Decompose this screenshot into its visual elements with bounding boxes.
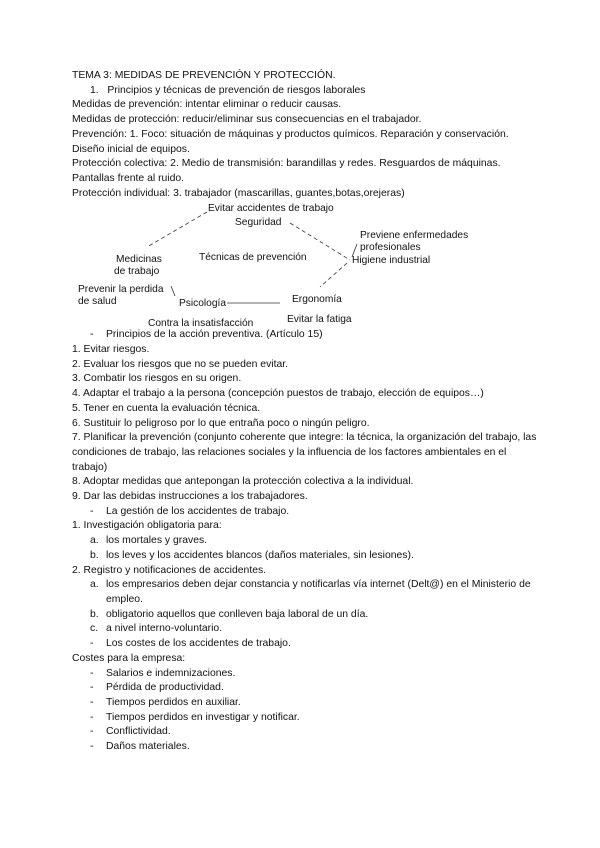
registry-item-b: b. obligatorio aquellos que conlleven baja laboral de un día. (90, 608, 369, 620)
accidents-heading: - La gestión de los accidentes de trabajo. (90, 505, 290, 517)
registry-item-a: a. los empresarios deben dejar constancia y notificarlas vía internet (Delt@) en el Ministerio de empleo. (90, 579, 531, 605)
principle-6: 6. Sustituir lo peligroso por lo que entraña poco o ningún peligro. (72, 417, 370, 429)
registry-item-c: c. a nivel interno-voluntario. (90, 623, 223, 635)
principle-3: 3. Combatir los riesgos en su origen. (72, 373, 242, 385)
definition-prevention: Prevención: 1. Foco: situación de máquinas y productos químicos. Reparación y conservación. Diseño inicial de equipos. (72, 128, 509, 155)
diagram-label-prevenir: Prevenir la perdida (78, 284, 164, 296)
investigation-item-a: a. los mortales y graves. (90, 535, 208, 547)
diagram-label-de-trabajo: de trabajo (114, 266, 160, 278)
definition-protection-measures: Medidas de protección: reducir/eliminar sus consecuencias en el trabajador. (72, 114, 422, 126)
prevention-techniques-diagram (72, 202, 542, 330)
principles-heading: - Principios de la acción preventiva. (Artículo 15) (90, 329, 323, 341)
diagram-label-psicologia: Psicología (179, 298, 227, 310)
diagram-label-profesionales: profesionales (360, 242, 421, 254)
definition-collective-protection: Protección colectiva: 2. Medio de transmisión: barandillas y redes. Resguardos de máquinas. Pantallas frente al ruido. (72, 158, 501, 184)
connector-left-psico (171, 286, 175, 296)
cost-item: - Daños materiales. (90, 741, 190, 753)
page-title: TEMA 3: MEDIDAS DE PREVENCIÓN Y PROTECCIÓN. (72, 70, 336, 81)
principle-7: 7. Planificar la prevención (conjunto coherente que integre: la técnica, la organización del trabajo, las condiciones de trabajo, las relaciones sociales y la influencia de los factores ambientales en el trabajo) (72, 432, 537, 473)
diagram-label-ergonomia: Ergonomía (292, 294, 342, 306)
connector-right-bottom (320, 263, 347, 287)
accident-costs-heading: - Los costes de los accidentes de trabajo. (90, 638, 291, 650)
diagram-label-evitar-accidentes: Evitar accidentes de trabajo (208, 203, 334, 215)
principle-8: 8. Adoptar medidas que antepongan la protección colectiva a la individual. (72, 476, 414, 488)
diagram-label-insatisfaccion: Contra la insatisfacción (148, 318, 254, 330)
investigation-title: 1. Investigación obligatoria para: (72, 520, 222, 532)
cost-item: - Conflictividad. (90, 726, 171, 738)
definition-prevention-measures: Medidas de prevención: intentar eliminar o reducir causas. (72, 99, 342, 111)
diagram-label-medicinas: Medicinas (116, 254, 162, 266)
principle-1: 1. Evitar riesgos. (72, 344, 150, 356)
company-costs-title: Costes para la empresa: (72, 652, 186, 664)
diagram-label-fatiga: Evitar la fatiga (287, 314, 352, 326)
definition-individual-protection: Protección individual: 3. trabajador (mascarillas, guantes,botas,orejeras) (72, 187, 405, 199)
investigation-item-b: b. los leves y los accidentes blancos (daños materiales, sin lesiones). (90, 549, 414, 561)
principle-2: 2. Evaluar los riesgos que no se pueden evitar. (72, 358, 289, 370)
section-heading-principles-techniques: 1. Principios y técnicas de prevención de riesgos laborales (90, 84, 366, 96)
cost-item: - Tiempos perdidos en investigar y notificar. (90, 711, 300, 723)
diagram-label-tecnicas: Técnicas de prevención (199, 252, 307, 264)
principle-5: 5. Tener en cuenta la evaluación técnica. (72, 402, 261, 414)
cost-item: - Tiempos perdidos en auxiliar. (90, 696, 241, 708)
cost-item: - Pérdida de productividad. (90, 682, 224, 694)
diagram-label-higiene: Higiene industrial (352, 255, 431, 267)
cost-item: - Salarios e indemnizaciones. (90, 667, 236, 679)
principle-9: 9. Dar las debidas instrucciones a los trabajadores. (72, 491, 308, 503)
diagram-label-de-salud: de salud (78, 296, 117, 308)
connector-top-left (147, 212, 207, 247)
diagram-label-previene: Previene enfermedades (360, 230, 469, 242)
registry-title: 2. Registro y notificaciones de accidentes. (72, 564, 267, 576)
document-page (72, 69, 542, 755)
diagram-label-seguridad: Seguridad (235, 217, 282, 229)
principle-4: 4. Adaptar el trabajo a la persona (concepción puestos de trabajo, elección de equipos…) (72, 388, 484, 400)
